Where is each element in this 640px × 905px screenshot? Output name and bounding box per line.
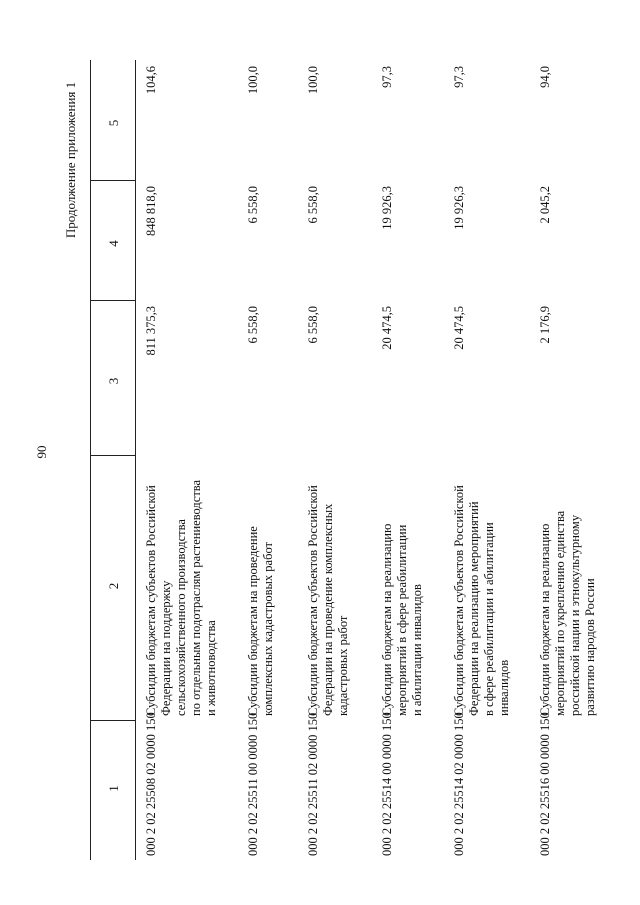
value-col-3: 20 474,5 [452,306,466,350]
budget-code: 000 2 02 25516 00 0000 150 [538,712,552,856]
table-row [140,60,240,860]
value-col-3: 20 474,5 [380,306,394,350]
budget-table [90,60,597,860]
value-col-4: 19 926,3 [380,186,394,230]
description: Субсидии бюджетам на реализацию мероприятий в сфере реабилитации и абилитации инвалидов [380,523,424,716]
header-col-5: 5 [105,119,121,127]
description: Субсидии бюджетам на проведение комплексных кадастровых работ [246,526,275,716]
budget-code: 000 2 02 25511 02 0000 150 [306,712,320,856]
header-col-4: 4 [91,180,135,300]
table-row [376,60,448,860]
value-col-5: 100,0 [306,66,320,95]
table-row [302,60,374,860]
value-col-5: 104,6 [144,66,158,95]
value-col-5: 97,3 [380,66,394,88]
value-col-3: 6 558,0 [306,306,320,344]
header-col-1: 1 [91,720,135,860]
budget-code: 000 2 02 25511 00 0000 150 [246,712,260,856]
description: Субсидии бюджетам на реализацию мероприятий по укреплению единства российской нации и этнокультурному развитию народов России [538,510,597,716]
description: Субсидии бюджетам субъектов Российской Федерации на проведение комплексных кадастровых работ [306,485,350,716]
header-col-3: 3 [91,300,135,455]
value-col-5: 94,0 [538,66,552,88]
value-col-4: 848 818,0 [144,186,158,236]
page-number: 90 [34,445,49,459]
table-row [242,60,300,860]
value-col-5: 100,0 [246,66,260,95]
value-col-3: 811 375,3 [144,306,158,356]
appendix-caption: Продолжение приложения 1 [63,81,78,239]
value-col-4: 19 926,3 [452,186,466,230]
budget-code: 000 2 02 25514 00 0000 150 [380,712,394,856]
budget-code: 000 2 02 25514 02 0000 150 [452,712,466,856]
value-col-5: 97,3 [452,66,466,88]
table-header [90,60,136,860]
table-row [534,60,606,860]
table-row [448,60,532,860]
budget-code: 000 2 02 25508 02 0000 150 [144,712,158,856]
description: Субсидии бюджетам субъектов Российской Федерации на реализацию мероприятий в сфере реабилитации и абилитации инвалидов [452,485,511,716]
description: Субсидии бюджетам субъектов Российской Федерации на поддержку сельскохозяйственного производства по отдельным подотраслям растениеводства и животноводства [144,479,218,716]
value-col-4: 2 045,2 [538,186,552,224]
value-col-3: 2 176,9 [538,306,552,344]
value-col-4: 6 558,0 [306,186,320,224]
header-col-2: 2 [91,455,135,720]
value-col-4: 6 558,0 [246,186,260,224]
value-col-3: 6 558,0 [246,306,260,344]
